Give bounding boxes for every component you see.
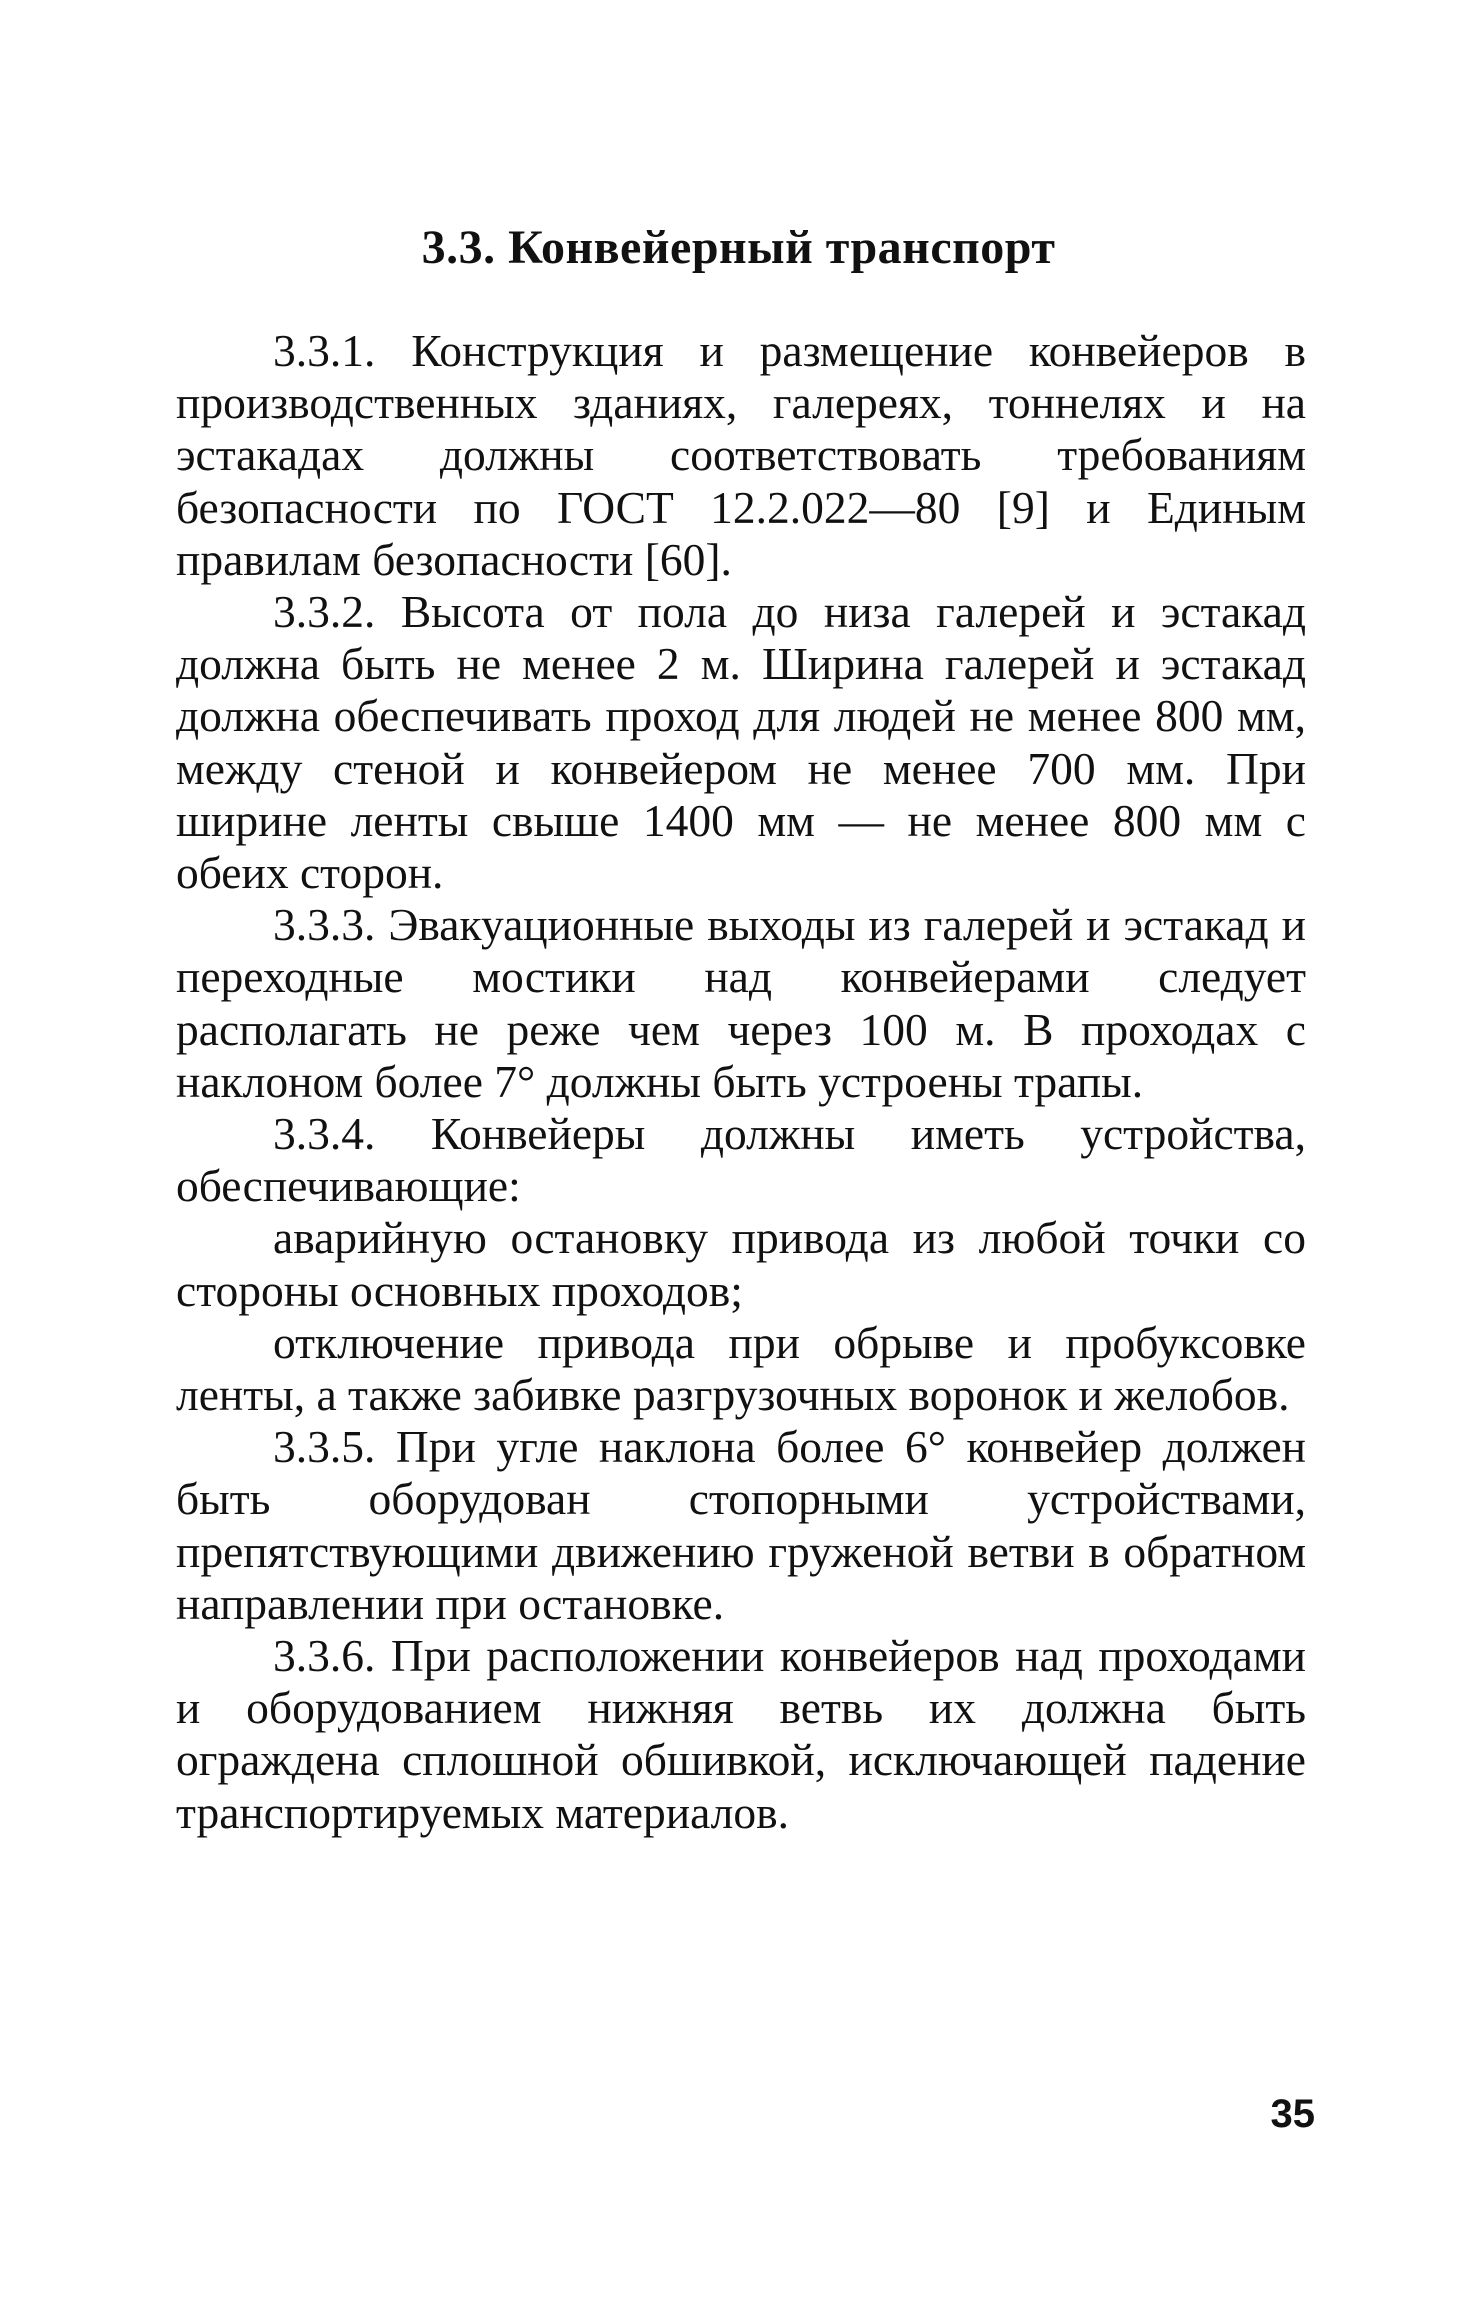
body-text bbox=[176, 325, 1306, 1839]
page-number: 35 bbox=[1270, 2092, 1315, 2136]
paragraph-3-3-4: 3.3.4. Конвейеры должны иметь устройства, обеспечивающие: bbox=[176, 1108, 1306, 1212]
section-heading: 3.3. Конвейерный транспорт bbox=[421, 221, 1056, 274]
paragraph-3-3-3: 3.3.3. Эвакуационные выходы из галерей и эстакад и переходные мостики над конвейерами следует располагать не реже чем через 100 м. В проходах с наклоном более 7° должны быть устроены трапы. bbox=[176, 899, 1306, 1107]
paragraph-3-3-5: 3.3.5. При угле наклона более 6° конвейер должен быть оборудован стопорными устройствами, препятствующими движению груженой ветви в обратном направлении при остановке. bbox=[176, 1421, 1306, 1629]
paragraph-3-3-1: 3.3.1. Конструкция и размещение конвейеров в производственных зданиях, галереях, тоннелях и на эстакадах должны соответствовать требованиям безопасности по ГОСТ 12.2.022—80 [9] и Единым правилам безопасности [60]. bbox=[176, 325, 1306, 585]
list-item-emergency-stop: аварийную остановку привода из любой точки со стороны основных проходов; bbox=[176, 1212, 1306, 1316]
paragraph-3-3-6: 3.3.6. При расположении конвейеров над проходами и оборудованием нижняя ветвь их должна быть ограждена сплошной обшивкой, исключающей падение транспортируемых материалов. bbox=[176, 1630, 1306, 1838]
list-item-drive-shutdown: отключение привода при обрыве и пробуксовке ленты, а также забивке разгрузочных воронок и желобов. bbox=[176, 1316, 1306, 1421]
paragraph-3-3-2: 3.3.2. Высота от пола до низа галерей и эстакад должна быть не менее 2 м. Ширина галерей и эстакад должна обеспечивать проход для людей не менее 800 мм, между стеной и конвейером не менее 700 мм. При ширине ленты свыше 1400 мм — не менее 800 мм с обеих сторон. bbox=[176, 586, 1306, 899]
